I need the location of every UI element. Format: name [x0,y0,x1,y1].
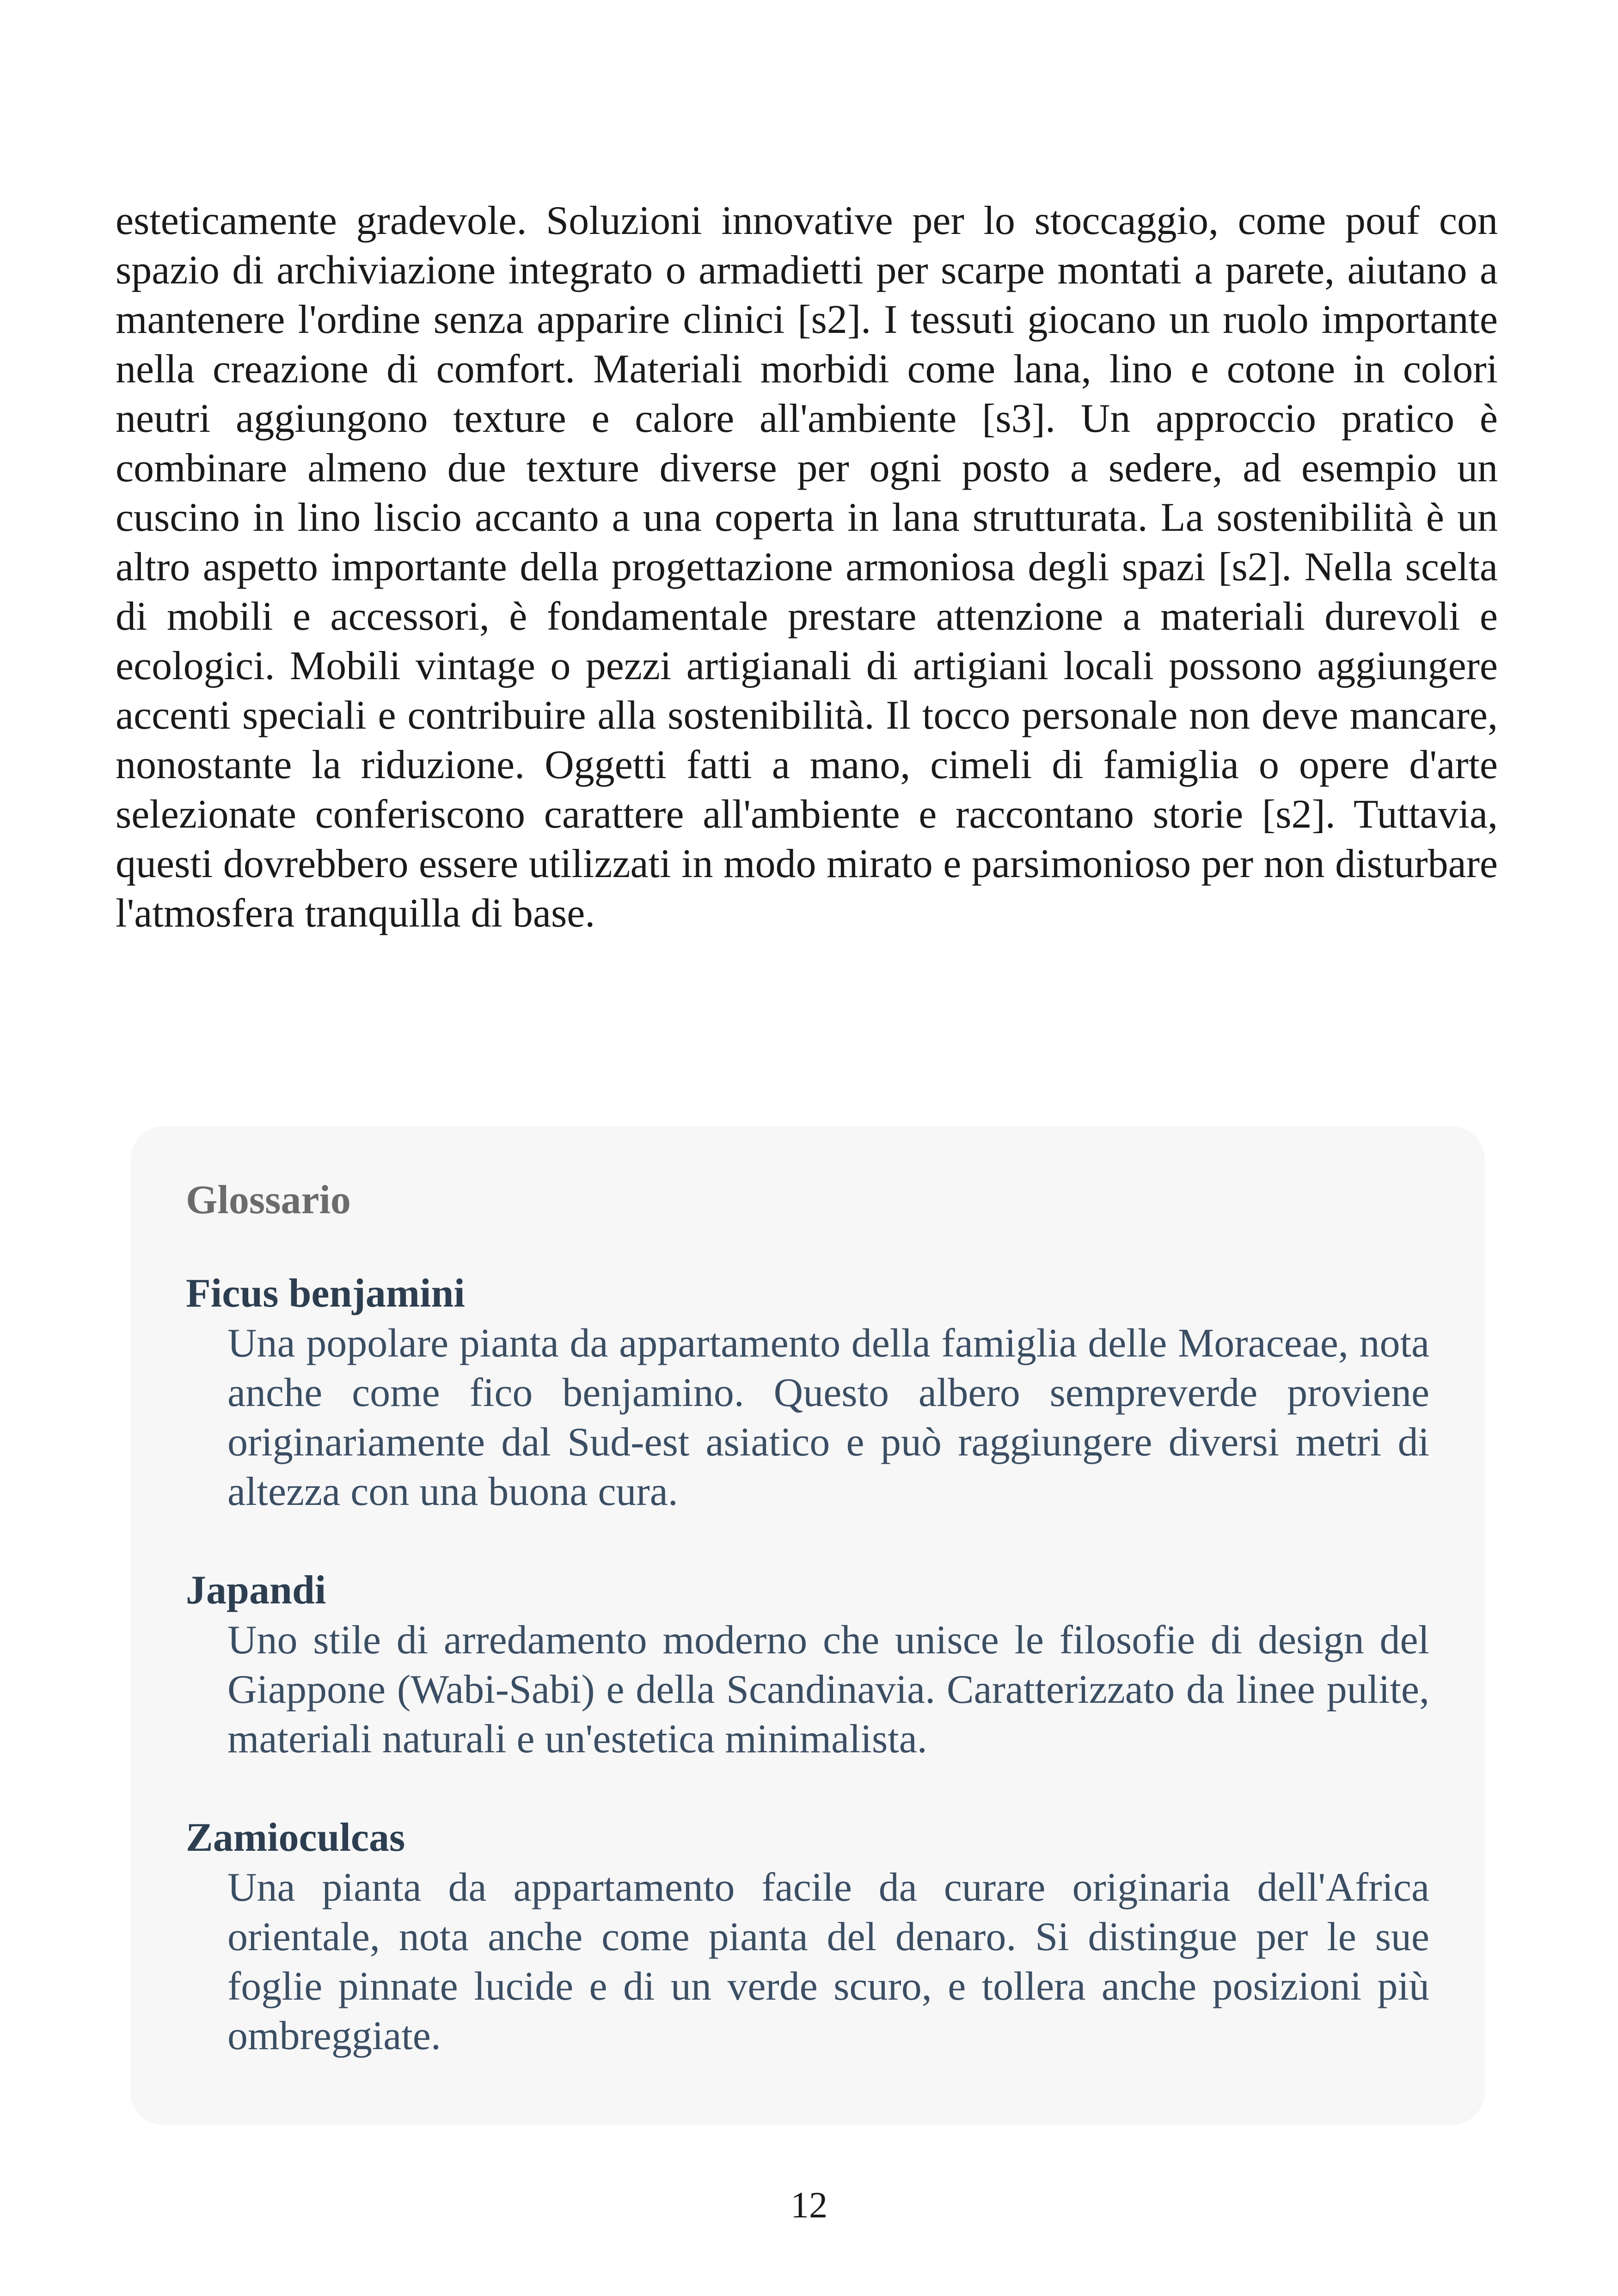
glossary-term: Ficus benjamini [186,1271,465,1316]
glossary-definition: Una popolare pianta da appartamento della famiglia delle Moraceae, nota anche come fico benjamino. Questo albero sempreverde proviene originariamente dal Sud-est asiatico e può raggiungere diversi metri di altezza con una buona cura. [227,1321,1429,1514]
glossary-definition: Una pianta da appartamento facile da curare originaria dell'Africa orientale, nota anche come pianta del denaro. Si distingue per le sue foglie pinnate lucide e di un verde scuro, e tollera anche posizioni più ombreggiate. [227,1865,1429,2058]
page-number: 12 [791,2185,827,2226]
body-paragraph: esteticamente gradevole. Soluzioni innovative per lo stoccaggio, come pouf con spazio di archiviazione integrato o armadietti per scarpe montati a parete, aiutano a mantenere l'ordine senza apparire clinici [s2]. I tessuti giocano un ruolo importante nella creazione di comfort. Materiali morbidi come lana, lino e cotone in colori neutri aggiungono texture e calore all'ambiente [s3]. Un approccio pratico è combinare almeno due texture diverse per ogni posto a sedere, ad esempio un cuscino in lino liscio accanto a una coperta in lana strutturata. La sostenibilità è un altro aspetto importante della progettazione armoniosa degli spazi [s2]. Nella scelta di mobili e accessori, è fondamentale prestare attenzione a materiali durevoli e ecologici. Mobili vintage o pezzi artigianali di artigiani locali possono aggiungere accenti speciali e contribuire alla sostenibilità. Il tocco personale non deve mancare, nonostante la riduzione. Oggetti fatti a mano, cimeli di famiglia o opere d'arte selezionate conferiscono carattere all'ambiente e raccontano storie [s2]. Tuttavia, questi dovrebbero essere utilizzati in modo mirato e parsimonioso per non disturbare l'atmosfera tranquilla di base. [116,198,1498,936]
glossary-term: Japandi [186,1568,326,1613]
glossary-term: Zamioculcas [186,1815,405,1860]
glossary-entry [186,1815,1429,2061]
glossary-entry [186,1271,1429,1516]
glossary-entry [186,1567,1429,1764]
glossary-box [130,1126,1485,2125]
glossary-title: Glossario [186,1178,351,1222]
glossary-definition: Uno stile di arredamento moderno che unisce le filosofie di design del Giappone (Wabi-Sabi) e della Scandinavia. Caratterizzato da linee pulite, materiali naturali e un'estetica minimalista. [227,1618,1429,1762]
